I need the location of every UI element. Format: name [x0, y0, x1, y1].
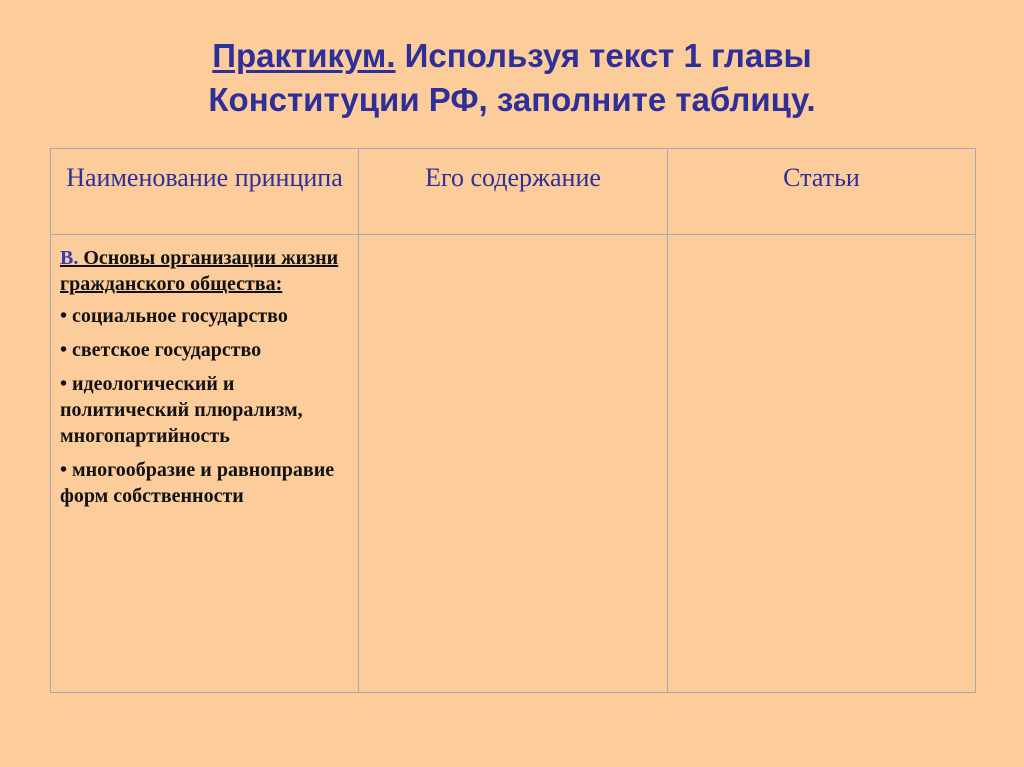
title-practicum: Практикум. [212, 37, 396, 74]
title-line1-rest: Используя текст 1 главы [395, 37, 812, 74]
principle-heading-text: Основы организации жизни гражданского общества: [60, 247, 339, 295]
header-articles: Статьи [668, 149, 976, 235]
title-line2: Конституции РФ, заполните таблицу. [208, 81, 816, 118]
content-cell [359, 235, 668, 693]
principle-heading [60, 245, 350, 297]
list-item: • многообразие и равноправие форм собственности [60, 459, 335, 507]
slide-title [0, 34, 1024, 122]
list-item: • светское государство [60, 339, 262, 361]
header-principle-name: Наименование принципа [51, 149, 359, 235]
principles-table [50, 148, 976, 693]
articles-cell [668, 235, 976, 693]
table-row [51, 235, 976, 693]
principle-cell [51, 235, 359, 693]
header-content: Его содержание [359, 149, 668, 235]
list-item: • социальное государство [60, 305, 288, 327]
principle-letter: В. [60, 247, 79, 269]
table-header-row [51, 149, 976, 235]
list-item: • идеологический и политический плюрализм, многопартийность [60, 373, 303, 447]
